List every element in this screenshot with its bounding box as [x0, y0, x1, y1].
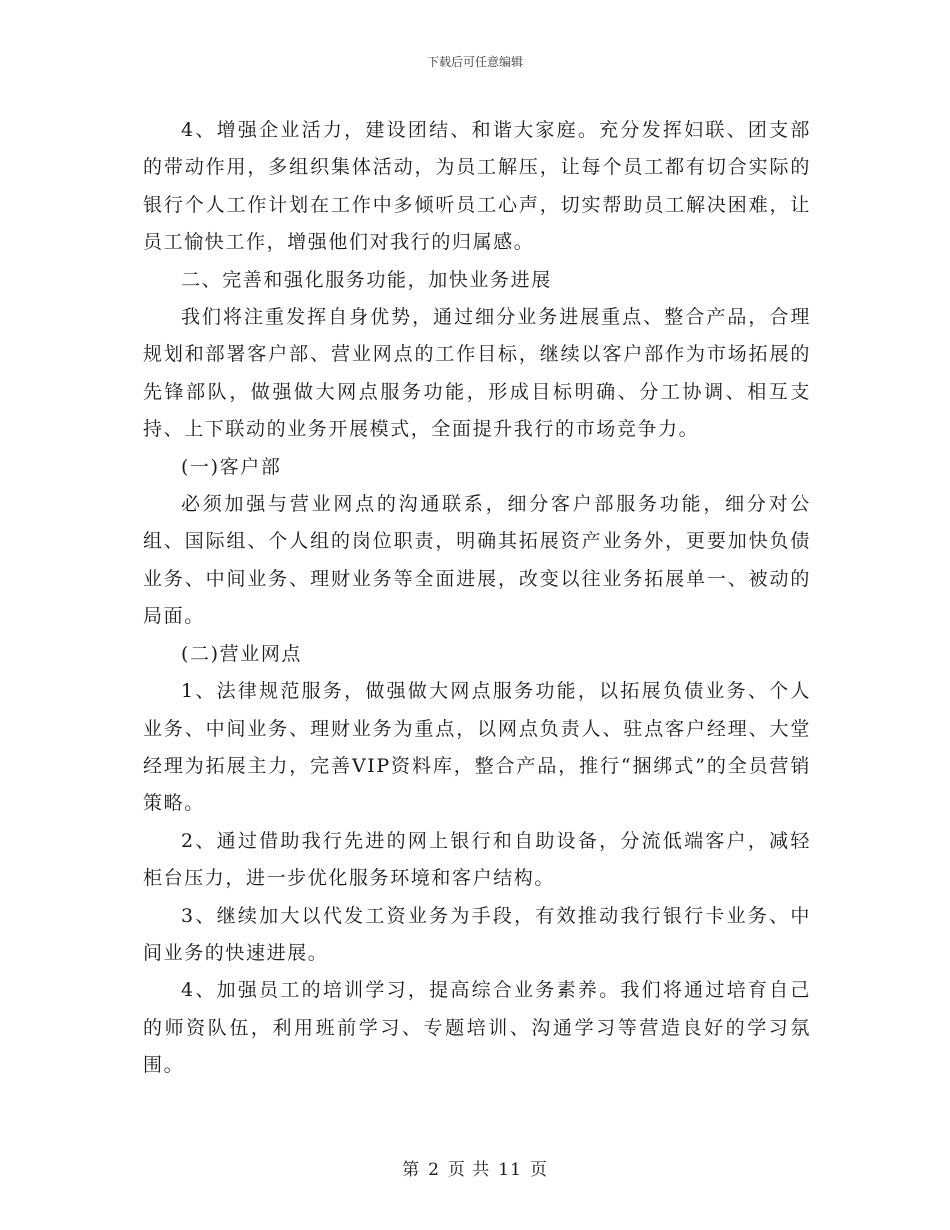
- paragraph-3: 必须加强与营业网点的沟通联系，细分客户部服务功能，细分对公组、国际组、个人组的岗位职责，明确其拓展资产业务外，更要加快负债业务、中间业务、理财业务等全面进展，改变以往业务拓展单一、被动的局面。: [143, 493, 811, 628]
- footer-mid: 页 共: [447, 1160, 491, 1180]
- paragraph-6: 3、继续加大以代发工资业务为手段，有效推动我行银行卡业务、中间业务的快速进展。: [143, 904, 811, 964]
- footer-page-number: 2: [428, 1160, 440, 1180]
- paragraph-7: 4、加强员工的培训学习，提高综合业务素养。我们将通过培育自己的师资队伍，利用班前学习、专题培训、沟通学习等营造良好的学习氛围。: [143, 979, 811, 1077]
- page-header-note: 下载后可任意编辑: [426, 55, 523, 69]
- footer-total-pages: 11: [498, 1160, 522, 1180]
- subsection-heading-outlets: (二)营业网点: [181, 642, 303, 665]
- paragraph-5: 2、通过借助我行先进的网上银行和自助设备，分流低端客户，减轻柜台压力，进一步优化服务环境和客户结构。: [143, 829, 811, 890]
- paragraph-1: 4、增强企业活力，建设团结、和谐大家庭。充分发挥妇联、团支部的带动作用，多组织集体活动，为员工解压，让每个员工都有切合实际的银行个人工作计划在工作中多倾听员工心声，切实帮助员工解决困难，让员工愉快工作，增强他们对我行的归属感。: [143, 119, 811, 254]
- paragraph-4: 1、法律规范服务，做强做大网点服务功能，以拓展负债业务、个人业务、中间业务、理财业务为重点，以网点负责人、驻点客户经理、大堂经理为拓展主力，完善VIP资料库，整合产品，推行“捆绑式”的全员营销策略。: [143, 680, 811, 815]
- footer-prefix: 第: [402, 1160, 421, 1180]
- document-body: [143, 112, 811, 1085]
- paragraph-2: 我们将注重发挥自身优势，通过细分业务进展重点、整合产品，合理规划和部署客户部、营业网点的工作目标，继续以客户部作为市场拓展的先锋部队，做强做大网点服务功能，形成目标明确、分工协调、相互支持、上下联动的业务开展模式，全面提升我行的市场竞争力。: [143, 306, 811, 441]
- section-heading-2: 二、完善和强化服务功能，加快业务进展: [181, 268, 552, 291]
- page-footer: [0, 1155, 950, 1180]
- subsection-heading-customer-dept: (一)客户部: [181, 455, 282, 478]
- footer-suffix: 页: [529, 1160, 548, 1180]
